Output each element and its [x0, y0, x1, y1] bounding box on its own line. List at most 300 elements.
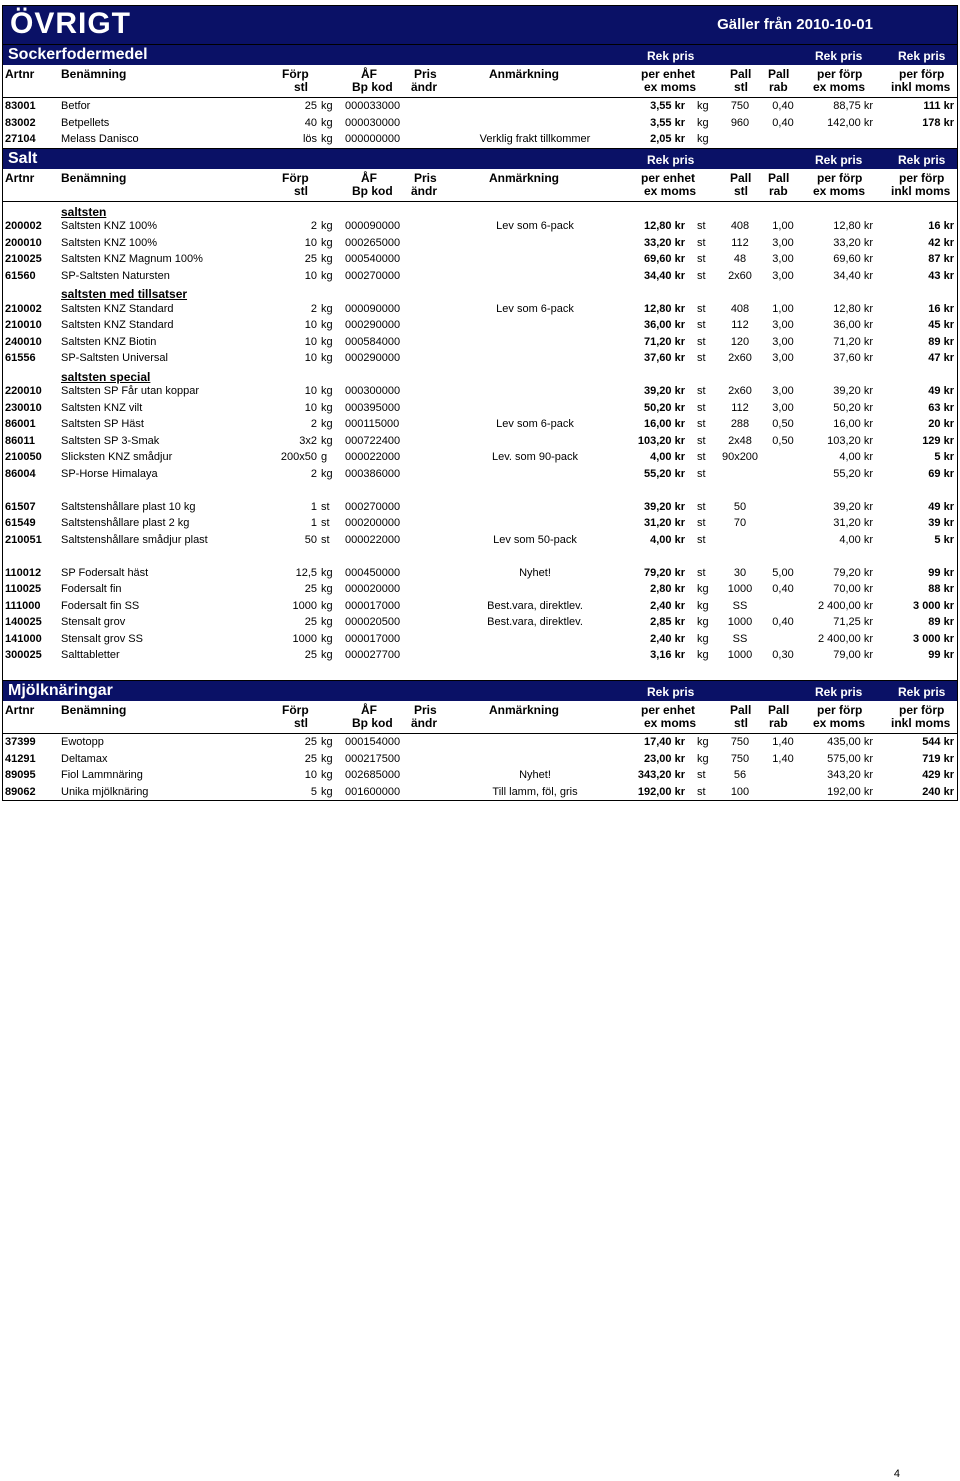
col-anmarkning: Anmärkning	[489, 170, 560, 185]
col-forp: Förp	[282, 170, 309, 185]
cell-per-forp-inkl: 63 kr	[928, 401, 954, 414]
table-row	[3, 400, 957, 417]
cell-rab: 3,00	[772, 401, 794, 414]
cell-forp-qty: 1	[310, 500, 317, 513]
col-stl: stl	[294, 80, 309, 94]
cell-artnr: 240010	[5, 335, 42, 348]
cell-per-forp-ex: 55,20 kr	[833, 467, 873, 480]
rek-pris-label: Rek pris	[898, 152, 946, 167]
table-row	[3, 218, 957, 235]
cell-per-forp-inkl: 87 kr	[928, 253, 954, 265]
sections-container	[2, 45, 958, 801]
cell-per-forp-ex: 79,00 kr	[833, 649, 873, 661]
section-2	[2, 681, 958, 801]
group-title-row	[3, 284, 957, 301]
cell-price-per-unit: 103,20 kr	[637, 434, 685, 447]
cell-price-per-unit: 39,20 kr	[644, 385, 685, 397]
cell-af-code: 000290000	[345, 319, 401, 331]
cell-per-forp-inkl: 99 kr	[928, 649, 954, 661]
group-spacer	[3, 548, 957, 565]
cell-per-forp-inkl: 89 kr	[928, 616, 954, 628]
cell-per-forp-ex: 71,20 kr	[833, 335, 873, 348]
cell-price-per-unit: 36,00 kr	[644, 319, 685, 331]
cell-name: Saltsten SP 3-Smak	[61, 434, 160, 447]
cell-price-per-unit: 343,20 kr	[637, 769, 685, 781]
cell-rab: 0,50	[772, 418, 794, 430]
cell-price-per-unit: 55,20 kr	[644, 467, 685, 480]
cell-per-forp-ex: 575,00 kr	[827, 752, 873, 765]
cell-per-forp-inkl: 69 kr	[928, 467, 954, 480]
table-row	[3, 614, 957, 631]
col-inkl-moms: inkl moms	[891, 80, 951, 94]
cell-af-code: 000020500	[345, 616, 401, 628]
cell-per-forp-ex: 37,60 kr	[833, 352, 873, 364]
section-header	[3, 681, 957, 701]
cell-per-forp-ex: 36,00 kr	[833, 319, 873, 331]
cell-pall: 2x60	[728, 269, 752, 282]
cell-anmarkning: Lev. som 90-pack	[491, 451, 578, 463]
table-row	[3, 235, 957, 252]
cell-pall: SS	[732, 632, 748, 645]
cell-price-unit: st	[697, 434, 706, 447]
cell-pall: 70	[733, 517, 747, 529]
cell-pall: 750	[730, 100, 750, 112]
col-per-forp-inkl-head: per förp	[899, 170, 945, 185]
page-title: ÖVRIGT	[10, 7, 132, 40]
cell-forp-qty: 10	[304, 319, 317, 331]
cell-artnr: 89062	[5, 785, 36, 798]
cell-artnr: 89095	[5, 769, 36, 781]
cell-per-forp-inkl: 88 kr	[928, 583, 954, 595]
cell-price-unit: st	[697, 352, 706, 364]
cell-price-per-unit: 50,20 kr	[644, 401, 685, 414]
cell-forp-qty: 12,5	[295, 566, 317, 579]
cell-artnr: 230010	[5, 401, 42, 414]
table-row	[3, 734, 957, 751]
cell-pall: 56	[733, 769, 747, 781]
cell-per-forp-inkl: 719 kr	[922, 752, 954, 765]
table-row	[3, 98, 957, 115]
cell-name: Slicksten KNZ smådjur	[61, 451, 173, 463]
cell-af-code: 000020000	[345, 583, 401, 595]
cell-price-per-unit: 16,00 kr	[644, 418, 685, 430]
cell-forp-qty: 25	[304, 736, 317, 748]
cell-forp-qty: 10	[304, 335, 317, 348]
cell-forp-unit: kg	[321, 269, 333, 282]
cell-per-forp-ex: 31,20 kr	[833, 517, 873, 529]
cell-name: Saltsten KNZ Magnum 100%	[61, 253, 203, 265]
table-row	[3, 515, 957, 532]
col-andr: ändr	[411, 716, 438, 730]
col-bpkod: Bp kod	[352, 80, 393, 94]
cell-price-per-unit: 33,20 kr	[644, 236, 685, 249]
cell-per-forp-inkl: 16 kr	[928, 220, 954, 232]
cell-per-forp-ex: 39,20 kr	[833, 385, 873, 397]
cell-pall: 2x48	[728, 434, 752, 447]
cell-per-forp-inkl: 47 kr	[928, 352, 954, 364]
cell-af-code: 000265000	[345, 236, 401, 249]
cell-rab: 0,50	[772, 434, 794, 447]
col-ex-moms: ex moms	[644, 183, 697, 198]
cell-name: Melass Danisco	[61, 133, 139, 145]
cell-artnr: 200002	[5, 220, 42, 232]
col-forp: Förp	[282, 67, 309, 81]
cell-forp-unit: kg	[321, 616, 333, 628]
cell-per-forp-inkl: 240 kr	[922, 785, 954, 798]
table-row	[3, 565, 957, 582]
table-row	[3, 499, 957, 516]
cell-rab: 3,00	[772, 269, 794, 282]
cell-af-code: 000450000	[345, 566, 401, 579]
cell-artnr: 210025	[5, 253, 42, 265]
cell-per-forp-inkl: 45 kr	[928, 319, 954, 331]
cell-forp-qty: 2	[310, 302, 317, 315]
cell-per-forp-inkl: 544 kr	[922, 736, 954, 748]
cell-pall: 90x200	[721, 451, 759, 463]
col-rab: rab	[769, 183, 788, 198]
cell-af-code: 000540000	[345, 253, 401, 265]
col-af: ÅF	[361, 703, 377, 717]
col-pris: Pris	[414, 703, 437, 717]
table-row	[3, 131, 957, 148]
cell-artnr: 86004	[5, 467, 36, 480]
cell-per-forp-inkl: 39 kr	[928, 517, 954, 529]
cell-af-code: 000217500	[345, 752, 401, 765]
col-pall-rab: Pall	[768, 67, 790, 81]
cell-rab: 3,00	[772, 236, 794, 249]
cell-name: Saltsten KNZ 100%	[61, 236, 157, 249]
cell-price-per-unit: 79,20 kr	[644, 566, 685, 579]
cell-per-forp-ex: 4,00 kr	[839, 451, 873, 463]
cell-rab: 0,40	[772, 116, 794, 129]
cell-per-forp-ex: 39,20 kr	[833, 500, 873, 513]
cell-rab: 5,00	[772, 566, 794, 579]
cell-pall: 2x60	[728, 352, 752, 364]
table-row	[3, 449, 957, 466]
cell-name: Betfor	[61, 100, 91, 112]
col-benamning: Benämning	[61, 703, 127, 717]
col-bpkod: Bp kod	[352, 183, 393, 198]
cell-rab: 3,00	[772, 352, 794, 364]
cell-price-unit: kg	[697, 100, 709, 112]
cell-forp-qty: lös	[302, 133, 317, 145]
cell-price-per-unit: 2,85 kr	[650, 616, 685, 628]
col-per-forp: per förp	[817, 703, 863, 717]
col-andr: ändr	[411, 80, 438, 94]
col-stl: stl	[294, 183, 309, 198]
cell-af-code: 000584000	[345, 335, 401, 348]
cell-name: Stensalt grov SS	[61, 632, 143, 645]
cell-price-per-unit: 2,80 kr	[650, 583, 685, 595]
cell-forp-unit: kg	[321, 632, 333, 645]
cell-anmarkning: Best.vara, direktlev.	[487, 616, 583, 628]
cell-anmarkning: Nyhet!	[519, 566, 551, 579]
column-header-row	[3, 65, 957, 98]
col-ex-moms: ex moms	[644, 716, 697, 730]
cell-per-forp-ex: 34,40 kr	[833, 269, 873, 282]
col-pall-stl: stl	[734, 716, 749, 730]
cell-af-code: 000090000	[345, 302, 401, 315]
table-row	[3, 433, 957, 450]
cell-price-unit: st	[697, 467, 706, 480]
cell-artnr: 300025	[5, 649, 42, 661]
cell-artnr: 111000	[5, 599, 41, 612]
cell-price-unit: kg	[697, 583, 709, 595]
cell-price-per-unit: 3,55 kr	[650, 116, 685, 129]
cell-forp-unit: kg	[321, 566, 333, 579]
cell-forp-unit: kg	[321, 434, 333, 447]
cell-price-per-unit: 2,40 kr	[650, 599, 685, 612]
cell-artnr: 220010	[5, 385, 42, 397]
cell-forp-qty: 10	[304, 236, 317, 249]
rek-pris-label: Rek pris	[647, 49, 695, 63]
cell-price-per-unit: 34,40 kr	[644, 269, 685, 282]
col-pall: Pall	[730, 170, 752, 185]
col-stl: stl	[294, 716, 309, 730]
cell-pall: 2x60	[728, 385, 752, 397]
cell-name: Fodersalt fin SS	[61, 599, 140, 612]
cell-price-unit: st	[697, 236, 706, 249]
col-rab: rab	[769, 716, 788, 730]
cell-artnr: 140025	[5, 616, 42, 628]
section-header	[3, 149, 957, 169]
cell-price-unit: kg	[697, 752, 709, 765]
rek-pris-label: Rek pris	[647, 152, 695, 167]
cell-per-forp-inkl: 43 kr	[928, 269, 954, 282]
cell-name: Saltsten KNZ Biotin	[61, 335, 157, 348]
cell-forp-unit: kg	[321, 467, 333, 480]
col-per-forp: per förp	[817, 170, 863, 185]
table-row	[3, 317, 957, 334]
cell-forp-qty: 25	[304, 616, 317, 628]
rek-pris-label: Rek pris	[815, 49, 863, 63]
table-row	[3, 115, 957, 132]
cell-af-code: 000030000	[345, 116, 401, 129]
col-per-forp-inkl-head: per förp	[899, 703, 945, 717]
col-per-forp: per förp	[817, 67, 863, 81]
cell-af-code: 000270000	[345, 269, 401, 282]
cell-pall: 50	[733, 500, 747, 513]
cell-per-forp-inkl: 16 kr	[928, 302, 954, 315]
cell-artnr: 41291	[5, 752, 36, 765]
cell-pall: 30	[733, 566, 747, 579]
cell-price-per-unit: 192,00 kr	[637, 785, 685, 798]
cell-price-per-unit: 2,05 kr	[650, 133, 685, 145]
table-row	[3, 383, 957, 400]
col-rab: rab	[769, 80, 788, 94]
table-row	[3, 631, 957, 648]
cell-name: SP Fodersalt häst	[61, 566, 149, 579]
cell-forp-qty: 1000	[292, 599, 317, 612]
cell-forp-unit: st	[321, 533, 330, 546]
cell-rab: 3,00	[772, 385, 794, 397]
cell-forp-qty: 25	[304, 100, 317, 112]
cell-forp-qty: 200x50	[280, 451, 317, 463]
cell-forp-qty: 2	[310, 220, 317, 232]
cell-forp-qty: 25	[304, 649, 317, 661]
cell-price-per-unit: 12,80 kr	[644, 220, 685, 232]
cell-per-forp-inkl: 429 kr	[922, 769, 954, 781]
cell-artnr: 61560	[5, 269, 36, 282]
cell-price-unit: kg	[697, 116, 709, 129]
cell-forp-qty: 25	[304, 752, 317, 765]
rek-pris-label: Rek pris	[647, 685, 695, 699]
group-title: saltsten med tillsatser	[61, 287, 188, 301]
cell-name: Deltamax	[61, 752, 108, 765]
cell-forp-unit: kg	[321, 116, 333, 129]
cell-pall: 1000	[727, 583, 753, 595]
cell-rab: 1,00	[772, 302, 794, 315]
cell-per-forp-inkl: 5 kr	[934, 533, 954, 546]
rek-pris-label: Rek pris	[815, 152, 863, 167]
group-title-row	[3, 367, 957, 384]
col-anmarkning: Anmärkning	[489, 67, 560, 81]
cell-af-code: 000033000	[345, 100, 401, 112]
cell-name: Stensalt grov	[61, 616, 126, 628]
col-artnr: Artnr	[5, 67, 35, 81]
cell-price-unit: st	[697, 769, 706, 781]
cell-per-forp-inkl: 3 000 kr	[913, 632, 954, 645]
col-af: ÅF	[361, 67, 377, 81]
cell-rab: 1,40	[772, 736, 794, 748]
cell-price-per-unit: 37,60 kr	[644, 352, 685, 364]
cell-price-unit: kg	[697, 736, 709, 748]
cell-forp-unit: kg	[321, 583, 333, 595]
cell-forp-unit: kg	[321, 769, 333, 781]
cell-per-forp-ex: 88,75 kr	[833, 100, 873, 112]
cell-forp-qty: 25	[304, 583, 317, 595]
col-andr: ändr	[411, 183, 438, 198]
column-header-row	[3, 169, 957, 202]
col-inkl-moms: inkl moms	[891, 183, 951, 198]
cell-per-forp-ex: 79,20 kr	[833, 566, 873, 579]
cell-per-forp-ex: 2 400,00 kr	[817, 599, 873, 612]
cell-price-unit: st	[697, 385, 706, 397]
cell-rab: 1,00	[772, 220, 794, 232]
col-pall: Pall	[730, 703, 752, 717]
cell-forp-qty: 40	[304, 116, 317, 129]
cell-name: Saltstenshållare plast 2 kg	[61, 517, 190, 529]
table-row	[3, 647, 957, 664]
cell-per-forp-ex: 192,00 kr	[827, 785, 873, 798]
cell-per-forp-ex: 70,00 kr	[833, 583, 873, 595]
table-row	[3, 767, 957, 784]
page-number: 4	[893, 1468, 900, 1480]
table-row	[3, 301, 957, 318]
cell-artnr: 200010	[5, 236, 42, 249]
cell-af-code: 000022000	[345, 451, 401, 463]
col-per-enhet: per enhet	[641, 703, 696, 717]
price-list-page	[2, 5, 958, 801]
col-artnr: Artnr	[5, 703, 35, 717]
cell-af-code: 000090000	[345, 220, 401, 232]
cell-price-unit: st	[697, 302, 706, 315]
cell-forp-unit: kg	[321, 649, 333, 661]
cell-pall: 100	[730, 785, 750, 798]
col-pall-rab: Pall	[768, 703, 790, 717]
table-row	[3, 334, 957, 351]
col-pall-stl: stl	[734, 80, 749, 94]
cell-per-forp-ex: 12,80 kr	[833, 302, 873, 315]
table-row	[3, 751, 957, 768]
cell-name: Fiol Lammnäring	[61, 769, 143, 781]
section-bottom-spacer	[3, 664, 957, 681]
cell-pall: 120	[730, 335, 750, 348]
cell-rab: 3,00	[772, 319, 794, 331]
cell-forp-unit: kg	[321, 100, 333, 112]
cell-artnr: 210010	[5, 319, 42, 331]
table-row	[3, 268, 957, 285]
table-row	[3, 598, 957, 615]
cell-pall: 1000	[727, 649, 753, 661]
cell-af-code: 001600000	[345, 785, 401, 798]
group-title: saltsten special	[61, 369, 151, 384]
cell-artnr: 86011	[5, 434, 35, 447]
cell-forp-qty: 10	[304, 769, 317, 781]
cell-price-unit: kg	[697, 599, 709, 612]
cell-forp-qty: 25	[304, 253, 317, 265]
cell-price-unit: kg	[697, 133, 709, 145]
cell-forp-unit: kg	[321, 599, 333, 612]
cell-per-forp-inkl: 99 kr	[928, 566, 954, 579]
cell-forp-qty: 10	[304, 269, 317, 282]
cell-per-forp-inkl: 89 kr	[928, 335, 954, 348]
cell-af-code: 000386000	[345, 467, 401, 480]
cell-forp-qty: 10	[304, 385, 317, 397]
cell-per-forp-ex: 33,20 kr	[833, 236, 873, 249]
cell-artnr: 83002	[5, 116, 36, 129]
cell-price-per-unit: 17,40 kr	[644, 736, 685, 748]
cell-price-unit: st	[697, 335, 706, 348]
cell-forp-qty: 50	[304, 533, 317, 546]
cell-per-forp-ex: 12,80 kr	[833, 220, 873, 232]
table-row	[3, 466, 957, 483]
col-benamning: Benämning	[61, 67, 127, 81]
cell-per-forp-ex: 103,20 kr	[827, 434, 873, 447]
cell-forp-unit: st	[321, 517, 330, 529]
cell-forp-unit: kg	[321, 736, 333, 748]
cell-af-code: 000022000	[345, 533, 401, 546]
cell-forp-unit: kg	[321, 352, 333, 364]
col-per-forp-ex: ex moms	[813, 716, 866, 730]
cell-price-per-unit: 4,00 kr	[650, 533, 685, 546]
cell-rab: 0,40	[772, 583, 794, 595]
cell-af-code: 000154000	[345, 736, 401, 748]
cell-pall: 408	[730, 302, 750, 315]
cell-forp-unit: kg	[321, 220, 333, 232]
table-row	[3, 416, 957, 433]
cell-price-unit: kg	[697, 632, 709, 645]
cell-forp-qty: 3x2	[299, 434, 317, 447]
cell-af-code: 000270000	[345, 500, 401, 513]
cell-name: Saltsten KNZ vilt	[61, 401, 143, 414]
table-row	[3, 350, 957, 367]
cell-af-code: 000027700	[345, 649, 401, 661]
rek-pris-label: Rek pris	[898, 49, 946, 63]
cell-pall: 750	[730, 752, 750, 765]
cell-name: Saltsten SP Häst	[61, 418, 144, 430]
cell-name: Salttabletter	[61, 649, 120, 661]
cell-rab: 1,40	[772, 752, 794, 765]
cell-af-code: 000017000	[345, 632, 401, 645]
cell-per-forp-ex: 71,25 kr	[833, 616, 873, 628]
cell-name: SP-Saltsten Natursten	[61, 269, 170, 282]
cell-pall: 48	[733, 253, 747, 265]
cell-artnr: 61549	[5, 517, 36, 529]
cell-name: Saltsten KNZ Standard	[61, 302, 174, 315]
cell-forp-unit: kg	[321, 418, 333, 430]
cell-name: Saltsten SP Får utan koppar	[61, 385, 199, 397]
